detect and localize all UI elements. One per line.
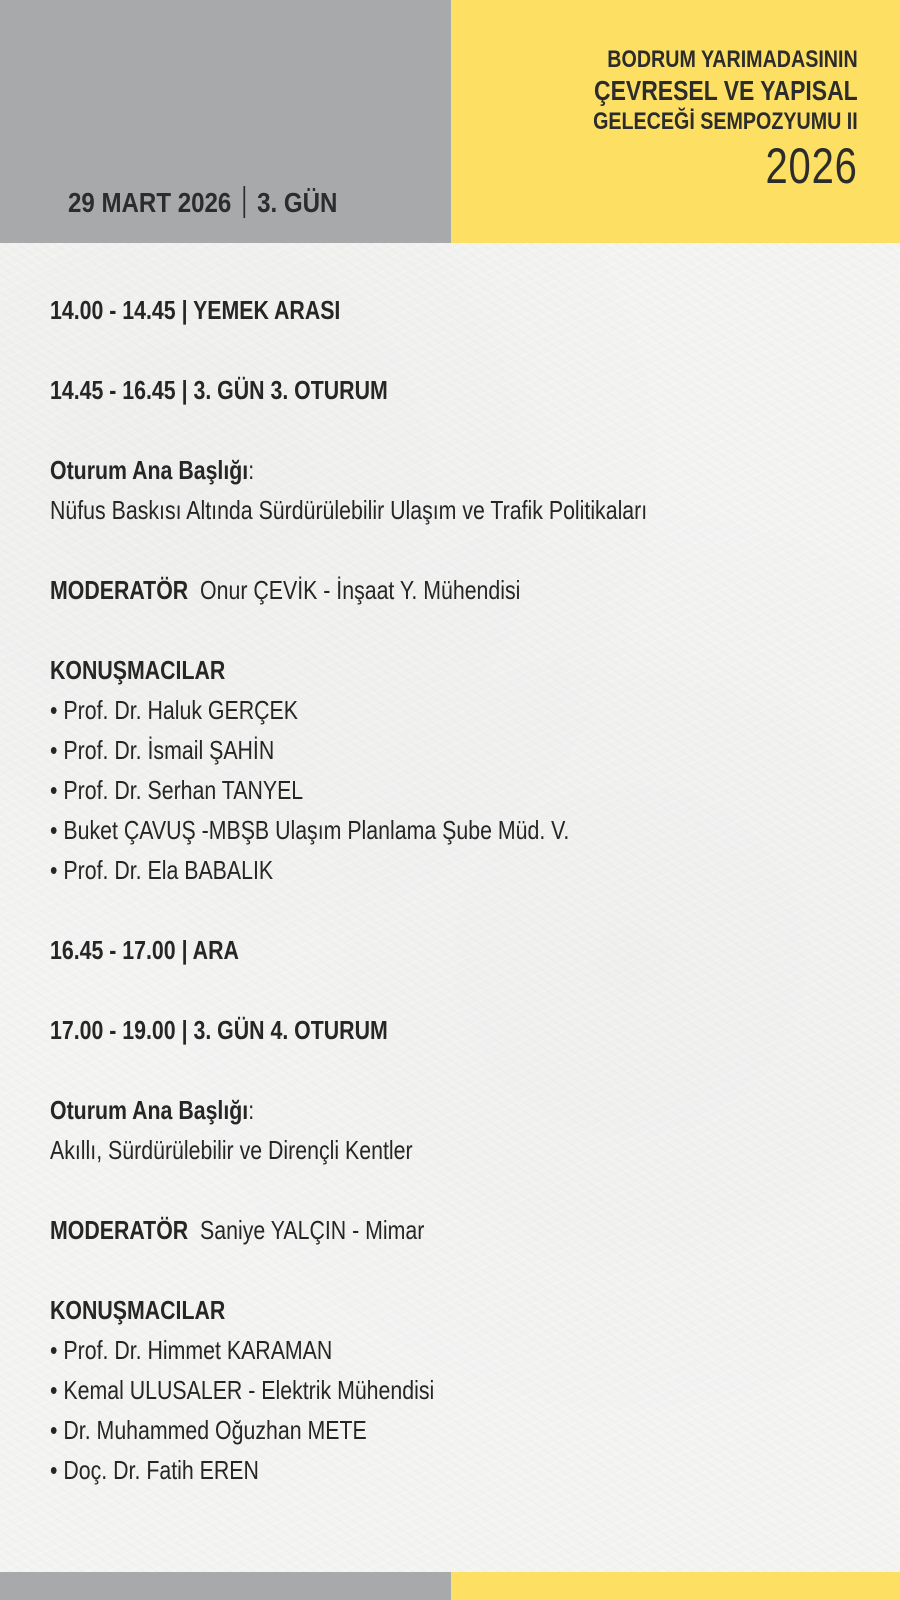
date-day-label — [68, 186, 337, 219]
speaker-item: • Buket ÇAVUŞ -MBŞB Ulaşım Planlama Şube Müd. V. — [50, 815, 570, 845]
speaker-item: • Prof. Dr. Ela BABALIK — [50, 855, 274, 885]
footer-gray-bar — [0, 1572, 451, 1600]
session-4-topic: Akıllı, Sürdürülebilir ve Dirençli Kentler — [50, 1135, 413, 1165]
title-line-1: BODRUM YARIMADASININ — [607, 46, 858, 73]
session-3-heading: 14.45 - 16.45 | 3. GÜN 3. OTURUM — [50, 375, 388, 405]
moderator-name: Onur ÇEVİK - İnşaat Y. Mühendisi — [200, 575, 521, 605]
speaker-item: • Prof. Dr. Himmet KARAMAN — [50, 1335, 333, 1365]
session-3-moderator — [50, 570, 722, 610]
lunch-break: 14.00 - 14.45 | YEMEK ARASI — [50, 295, 341, 325]
date-separator — [243, 186, 245, 218]
moderator-label: MODERATÖR — [50, 575, 189, 605]
header-yellow-panel — [451, 0, 900, 243]
moderator-name: Saniye YALÇIN - Mimar — [200, 1215, 425, 1245]
speaker-item: • Kemal ULUSALER - Elektrik Mühendisi — [50, 1375, 435, 1405]
header-gray-panel — [0, 0, 451, 243]
session-4-speakers-label: KONUŞMACILAR — [50, 1295, 226, 1325]
title-line-2: ÇEVRESEL VE YAPISAL — [594, 75, 858, 106]
session-3-topic-label: Oturum Ana Başlığı: — [50, 455, 255, 485]
session-4-topic-label: Oturum Ana Başlığı: — [50, 1095, 255, 1125]
event-day: 3. GÜN — [257, 187, 338, 218]
speaker-item: • Prof. Dr. İsmail ŞAHİN — [50, 735, 275, 765]
footer-yellow-bar — [451, 1572, 900, 1600]
session-4-heading: 17.00 - 19.00 | 3. GÜN 4. OTURUM — [50, 1015, 388, 1045]
speaker-item: • Prof. Dr. Serhan TANYEL — [50, 775, 304, 805]
session-4-moderator — [50, 1210, 722, 1250]
symposium-title — [535, 44, 858, 193]
speaker-item: • Prof. Dr. Haluk GERÇEK — [50, 695, 298, 725]
moderator-label: MODERATÖR — [50, 1215, 189, 1245]
speaker-item: • Doç. Dr. Fatih EREN — [50, 1455, 259, 1485]
session-3-speakers-label: KONUŞMACILAR — [50, 655, 226, 685]
event-date: 29 MART 2026 — [68, 187, 232, 218]
coffee-break: 16.45 - 17.00 | ARA — [50, 935, 239, 965]
speaker-item: • Dr. Muhammed Oğuzhan METE — [50, 1415, 367, 1445]
session-3-topic: Nüfus Baskısı Altında Sürdürülebilir Ulaşım ve Trafik Politikaları — [50, 495, 648, 525]
title-year: 2026 — [765, 138, 858, 194]
title-line-3: GELECEĞİ SEMPOZYUMU II — [593, 108, 858, 135]
program-content — [50, 290, 870, 1490]
